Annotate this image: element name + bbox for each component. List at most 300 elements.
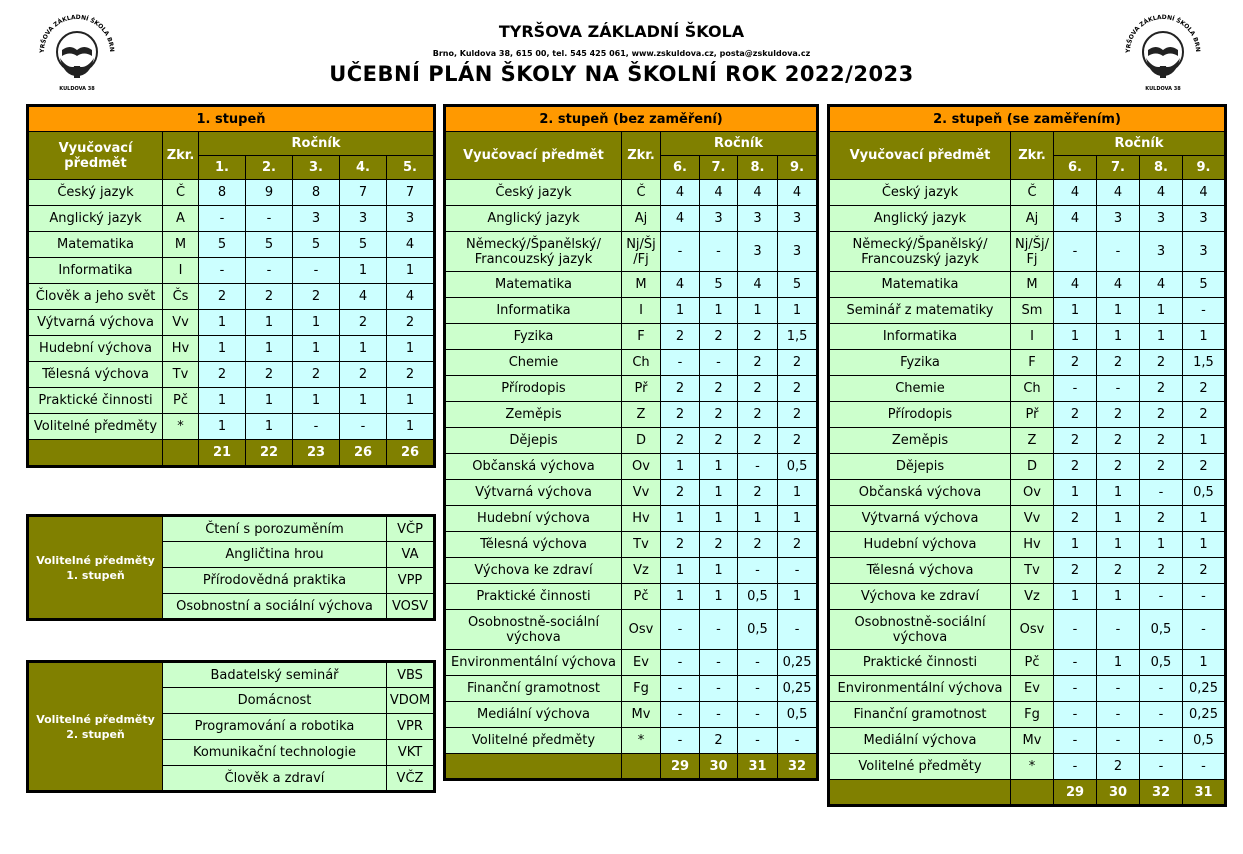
value-cell: 2 bbox=[738, 480, 778, 506]
value-cell: 1 bbox=[293, 310, 340, 336]
value-cell: 3 bbox=[1140, 232, 1183, 272]
value-cell: 1 bbox=[1097, 324, 1140, 350]
table-row bbox=[829, 532, 1226, 558]
value-cell: 5 bbox=[293, 232, 340, 258]
total-cell: 29 bbox=[1054, 780, 1097, 806]
abbr-cell: Osv bbox=[1011, 610, 1054, 650]
value-cell: - bbox=[738, 676, 778, 702]
value-cell: 2 bbox=[661, 532, 700, 558]
grade-label: 1. bbox=[199, 156, 246, 180]
subject-cell: Volitelné předměty bbox=[829, 754, 1011, 780]
table-row bbox=[445, 702, 818, 728]
subject-cell: Fyzika bbox=[829, 350, 1011, 376]
elective-code: VPR bbox=[387, 714, 435, 740]
value-cell: - bbox=[700, 702, 738, 728]
electives-label: Volitelné předměty 2. stupeň bbox=[28, 662, 163, 792]
grade-label: 3. bbox=[293, 156, 340, 180]
value-cell: 1 bbox=[387, 258, 435, 284]
value-cell: 2 bbox=[738, 402, 778, 428]
plan-table-stage-2-general bbox=[443, 104, 819, 781]
value-cell: 1 bbox=[1183, 506, 1226, 532]
school-address: Brno, Kuldova 38, 615 00, tel. 545 425 061, www.zskuldova.cz, posta@zskuldova.cz bbox=[432, 49, 811, 58]
total-cell: 32 bbox=[778, 754, 818, 780]
abbr-cell: Vv bbox=[163, 310, 199, 336]
table-row bbox=[829, 506, 1226, 532]
abbr-cell: Př bbox=[622, 376, 661, 402]
table-row bbox=[445, 558, 818, 584]
value-cell: 2 bbox=[1140, 402, 1183, 428]
value-cell: - bbox=[700, 350, 738, 376]
abbr-cell: Ch bbox=[622, 350, 661, 376]
value-cell: 1 bbox=[246, 336, 293, 362]
table-row bbox=[445, 428, 818, 454]
abbr-header: Zkr. bbox=[163, 132, 199, 180]
elective-name: Angličtina hrou bbox=[163, 542, 387, 568]
value-cell: 1 bbox=[340, 336, 387, 362]
value-cell: 2 bbox=[1054, 350, 1097, 376]
logo-caption-right: KULDOVA 38 bbox=[1145, 86, 1181, 92]
elective-name: Čtení s porozuměním bbox=[163, 516, 387, 542]
value-cell: 2 bbox=[246, 362, 293, 388]
value-cell: 1 bbox=[738, 506, 778, 532]
value-cell: 7 bbox=[387, 180, 435, 206]
table-row bbox=[445, 480, 818, 506]
abbr-cell: Vv bbox=[622, 480, 661, 506]
value-cell: 2 bbox=[1183, 376, 1226, 402]
table-title: 2. stupeň (bez zaměření) bbox=[445, 106, 818, 132]
value-cell: 2 bbox=[700, 324, 738, 350]
value-cell: - bbox=[1054, 676, 1097, 702]
value-cell: 1 bbox=[1140, 532, 1183, 558]
subject-cell: Český jazyk bbox=[28, 180, 163, 206]
value-cell: - bbox=[1054, 610, 1097, 650]
abbr-cell: Sm bbox=[1011, 298, 1054, 324]
grade-label: 2. bbox=[246, 156, 293, 180]
table-row bbox=[445, 298, 818, 324]
table-row bbox=[28, 362, 435, 388]
abbr-cell: Hv bbox=[1011, 532, 1054, 558]
table-row bbox=[445, 454, 818, 480]
subject-cell: Environmentální výchova bbox=[829, 676, 1011, 702]
table-row bbox=[445, 584, 818, 610]
total-abbr-cell bbox=[163, 440, 199, 467]
table-row bbox=[445, 650, 818, 676]
table-row bbox=[829, 232, 1226, 272]
value-cell: 1 bbox=[246, 310, 293, 336]
value-cell: - bbox=[293, 258, 340, 284]
total-cell: 21 bbox=[199, 440, 246, 467]
value-cell: - bbox=[1097, 376, 1140, 402]
value-cell: - bbox=[340, 414, 387, 440]
value-cell: 4 bbox=[387, 232, 435, 258]
value-cell: - bbox=[293, 414, 340, 440]
value-cell: - bbox=[1140, 754, 1183, 780]
value-cell: 1 bbox=[661, 584, 700, 610]
value-cell: 0,25 bbox=[1183, 676, 1226, 702]
table-row bbox=[445, 180, 818, 206]
table-row bbox=[829, 180, 1226, 206]
elective-name: Domácnost bbox=[163, 688, 387, 714]
value-cell: 3 bbox=[778, 232, 818, 272]
subject-cell: Hudební výchova bbox=[28, 336, 163, 362]
subject-cell: Matematika bbox=[445, 272, 622, 298]
total-cell: 31 bbox=[1183, 780, 1226, 806]
value-cell: 7 bbox=[340, 180, 387, 206]
value-cell: - bbox=[1140, 676, 1183, 702]
school-logo-icon bbox=[1118, 10, 1208, 96]
value-cell: 5 bbox=[340, 232, 387, 258]
value-cell: - bbox=[1097, 702, 1140, 728]
table-row bbox=[829, 402, 1226, 428]
value-cell: 1 bbox=[1140, 324, 1183, 350]
table-body bbox=[445, 180, 818, 754]
value-cell: 5 bbox=[778, 272, 818, 298]
value-cell: - bbox=[1054, 702, 1097, 728]
table-row bbox=[829, 428, 1226, 454]
value-cell: 1 bbox=[293, 336, 340, 362]
value-cell: 5 bbox=[199, 232, 246, 258]
value-cell: - bbox=[738, 454, 778, 480]
abbr-cell: Ov bbox=[1011, 480, 1054, 506]
svg-text:TYRŠOVA ZÁKLADNÍ ŠKOLA BRNO: YRŠOVA ZÁKLADNÍ ŠKOLA BRN bbox=[38, 13, 116, 54]
abbr-cell: Tv bbox=[1011, 558, 1054, 584]
abbr-cell: Ch bbox=[1011, 376, 1054, 402]
value-cell: 2 bbox=[1054, 454, 1097, 480]
value-cell: - bbox=[1097, 232, 1140, 272]
value-cell: 8 bbox=[199, 180, 246, 206]
value-cell: 4 bbox=[738, 180, 778, 206]
table-body bbox=[28, 180, 435, 440]
value-cell: 4 bbox=[1140, 180, 1183, 206]
abbr-cell: Ev bbox=[622, 650, 661, 676]
subject-cell: Občanská výchova bbox=[829, 480, 1011, 506]
value-cell: 2 bbox=[1054, 402, 1097, 428]
abbr-cell: * bbox=[622, 728, 661, 754]
value-cell: 2 bbox=[661, 480, 700, 506]
abbr-cell: * bbox=[163, 414, 199, 440]
value-cell: 0,5 bbox=[738, 610, 778, 650]
value-cell: - bbox=[1183, 584, 1226, 610]
value-cell: 3 bbox=[1183, 232, 1226, 272]
total-cell: 31 bbox=[738, 754, 778, 780]
elective-code: VKT bbox=[387, 740, 435, 766]
grade-label: 9. bbox=[778, 156, 818, 180]
table-title: 2. stupeň (se zaměřením) bbox=[829, 106, 1226, 132]
elective-row bbox=[28, 516, 435, 542]
subject-cell: Člověk a jeho svět bbox=[28, 284, 163, 310]
value-cell: 2 bbox=[340, 310, 387, 336]
abbr-cell: Ev bbox=[1011, 676, 1054, 702]
value-cell: 2 bbox=[246, 284, 293, 310]
value-cell: 2 bbox=[700, 402, 738, 428]
value-cell: 1 bbox=[778, 584, 818, 610]
total-cell: 23 bbox=[293, 440, 340, 467]
total-label-cell bbox=[445, 754, 622, 780]
abbr-cell: Pč bbox=[163, 388, 199, 414]
table-body bbox=[829, 180, 1226, 780]
abbr-cell: Nj/Šj /Fj bbox=[622, 232, 661, 272]
value-cell: 8 bbox=[293, 180, 340, 206]
subject-cell: Finanční gramotnost bbox=[829, 702, 1011, 728]
subject-cell: Informatika bbox=[829, 324, 1011, 350]
subject-cell: Praktické činnosti bbox=[829, 650, 1011, 676]
value-cell: 0,5 bbox=[1183, 728, 1226, 754]
value-cell: 2 bbox=[778, 428, 818, 454]
value-cell: 2 bbox=[738, 428, 778, 454]
value-cell: 2 bbox=[340, 362, 387, 388]
abbr-cell: Hv bbox=[163, 336, 199, 362]
value-cell: 2 bbox=[778, 532, 818, 558]
value-cell: 3 bbox=[340, 206, 387, 232]
table-row bbox=[445, 324, 818, 350]
value-cell: - bbox=[199, 206, 246, 232]
value-cell: - bbox=[661, 728, 700, 754]
value-cell: 2 bbox=[1097, 428, 1140, 454]
value-cell: 1 bbox=[199, 414, 246, 440]
abbr-cell: Tv bbox=[163, 362, 199, 388]
total-abbr-cell bbox=[1011, 780, 1054, 806]
value-cell: 1 bbox=[1054, 324, 1097, 350]
value-cell: - bbox=[700, 650, 738, 676]
subject-cell: Německý/Španělský/ Francouzský jazyk bbox=[445, 232, 622, 272]
value-cell: 1 bbox=[387, 388, 435, 414]
abbr-cell: A bbox=[163, 206, 199, 232]
plan-table-stage-1 bbox=[26, 104, 436, 468]
abbr-cell: Mv bbox=[1011, 728, 1054, 754]
abbr-cell: I bbox=[1011, 324, 1054, 350]
subject-cell: Matematika bbox=[28, 232, 163, 258]
value-cell: - bbox=[778, 728, 818, 754]
value-cell: 1 bbox=[1097, 584, 1140, 610]
table-row bbox=[28, 284, 435, 310]
abbr-cell: Mv bbox=[622, 702, 661, 728]
grade-label: 8. bbox=[738, 156, 778, 180]
abbr-cell: Nj/Šj/ Fj bbox=[1011, 232, 1054, 272]
value-cell: 1 bbox=[1054, 584, 1097, 610]
subject-cell: Volitelné předměty bbox=[28, 414, 163, 440]
value-cell: 1 bbox=[1097, 506, 1140, 532]
table-row bbox=[445, 376, 818, 402]
value-cell: 0,5 bbox=[1183, 480, 1226, 506]
value-cell: - bbox=[1140, 480, 1183, 506]
value-cell: - bbox=[1054, 650, 1097, 676]
value-cell: 2 bbox=[700, 532, 738, 558]
table-row bbox=[829, 324, 1226, 350]
abbr-cell: I bbox=[163, 258, 199, 284]
abbr-cell: M bbox=[622, 272, 661, 298]
grade-label: 6. bbox=[1054, 156, 1097, 180]
value-cell: 1,5 bbox=[1183, 350, 1226, 376]
abbr-cell: Z bbox=[622, 402, 661, 428]
value-cell: - bbox=[1097, 676, 1140, 702]
abbr-cell: D bbox=[622, 428, 661, 454]
value-cell: 2 bbox=[387, 362, 435, 388]
abbr-cell: Pč bbox=[622, 584, 661, 610]
school-name: TYRŠOVA ZÁKLADNÍ ŠKOLA bbox=[498, 22, 745, 41]
value-cell: 2 bbox=[778, 402, 818, 428]
table-row bbox=[829, 650, 1226, 676]
abbr-cell: Fg bbox=[1011, 702, 1054, 728]
value-cell: 2 bbox=[1140, 376, 1183, 402]
subject-cell: Dějepis bbox=[445, 428, 622, 454]
table-row bbox=[445, 402, 818, 428]
subject-cell: Matematika bbox=[829, 272, 1011, 298]
value-cell: 2 bbox=[293, 284, 340, 310]
abbr-cell: F bbox=[622, 324, 661, 350]
value-cell: 2 bbox=[1097, 402, 1140, 428]
electives-stage-2 bbox=[26, 660, 436, 793]
value-cell: 2 bbox=[1140, 350, 1183, 376]
subject-cell: Chemie bbox=[829, 376, 1011, 402]
subject-cell: Zeměpis bbox=[829, 428, 1011, 454]
value-cell: 4 bbox=[661, 272, 700, 298]
value-cell: 1 bbox=[700, 298, 738, 324]
value-cell: 2 bbox=[738, 324, 778, 350]
subject-cell: Mediální výchova bbox=[445, 702, 622, 728]
value-cell: 1 bbox=[340, 258, 387, 284]
value-cell: 4 bbox=[1054, 206, 1097, 232]
value-cell: 5 bbox=[246, 232, 293, 258]
value-cell: 1 bbox=[246, 388, 293, 414]
subject-cell: Osobnostně-sociální výchova bbox=[445, 610, 622, 650]
elective-row bbox=[28, 662, 435, 688]
value-cell: 4 bbox=[1054, 272, 1097, 298]
abbr-cell: Vv bbox=[1011, 506, 1054, 532]
abbr-cell: Č bbox=[622, 180, 661, 206]
value-cell: 4 bbox=[1097, 272, 1140, 298]
abbr-cell: Osv bbox=[622, 610, 661, 650]
value-cell: 4 bbox=[738, 272, 778, 298]
total-cell: 22 bbox=[246, 440, 293, 467]
subject-cell: Výtvarná výchova bbox=[445, 480, 622, 506]
svg-text:TYRŠOVA ZÁKLADNÍ ŠKOLA BRNO: YRŠOVA ZÁKLADNÍ ŠKOLA BRN bbox=[1124, 13, 1202, 54]
subject-cell: Seminář z matematiky bbox=[829, 298, 1011, 324]
table-row bbox=[445, 728, 818, 754]
value-cell: 2 bbox=[1097, 558, 1140, 584]
value-cell: 1 bbox=[1054, 298, 1097, 324]
subject-cell: Mediální výchova bbox=[829, 728, 1011, 754]
subject-header: Vyučovací předmět bbox=[28, 132, 163, 180]
plan-table-stage-2-focused bbox=[827, 104, 1227, 807]
elective-name: Osobnostní a sociální výchova bbox=[163, 594, 387, 620]
subject-cell: Dějepis bbox=[829, 454, 1011, 480]
subject-cell: Environmentální výchova bbox=[445, 650, 622, 676]
value-cell: 3 bbox=[738, 206, 778, 232]
abbr-cell: Fg bbox=[622, 676, 661, 702]
subject-cell: Tělesná výchova bbox=[445, 532, 622, 558]
value-cell: 2 bbox=[738, 350, 778, 376]
abbr-cell: Tv bbox=[622, 532, 661, 558]
value-cell: 4 bbox=[1183, 180, 1226, 206]
value-cell: 1 bbox=[387, 414, 435, 440]
grade-label: 7. bbox=[700, 156, 738, 180]
table-row bbox=[28, 336, 435, 362]
table-row bbox=[829, 676, 1226, 702]
value-cell: 1 bbox=[387, 336, 435, 362]
table-row bbox=[28, 388, 435, 414]
electives-body bbox=[28, 516, 435, 620]
table-row bbox=[445, 676, 818, 702]
value-cell: 4 bbox=[387, 284, 435, 310]
value-cell: 4 bbox=[700, 180, 738, 206]
elective-code: VČZ bbox=[387, 766, 435, 792]
value-cell: 1 bbox=[199, 310, 246, 336]
value-cell: 0,5 bbox=[738, 584, 778, 610]
subject-header: Vyučovací předmět bbox=[829, 132, 1011, 180]
value-cell: 1,5 bbox=[778, 324, 818, 350]
value-cell: 2 bbox=[1140, 428, 1183, 454]
value-cell: 2 bbox=[199, 284, 246, 310]
value-cell: 2 bbox=[1140, 454, 1183, 480]
subject-cell: Anglický jazyk bbox=[829, 206, 1011, 232]
value-cell: - bbox=[661, 702, 700, 728]
value-cell: - bbox=[1054, 728, 1097, 754]
table-row bbox=[829, 272, 1226, 298]
subject-header: Vyučovací předmět bbox=[445, 132, 622, 180]
subject-cell: Tělesná výchova bbox=[829, 558, 1011, 584]
total-cell: 26 bbox=[340, 440, 387, 467]
subject-cell: Informatika bbox=[28, 258, 163, 284]
grade-header: Ročník bbox=[661, 132, 818, 156]
value-cell: 2 bbox=[387, 310, 435, 336]
grade-label: 4. bbox=[340, 156, 387, 180]
value-cell: 2 bbox=[661, 376, 700, 402]
value-cell: 1 bbox=[1097, 650, 1140, 676]
elective-code: VPP bbox=[387, 568, 435, 594]
value-cell: - bbox=[1097, 728, 1140, 754]
table-row bbox=[829, 610, 1226, 650]
value-cell: - bbox=[738, 702, 778, 728]
value-cell: 2 bbox=[661, 428, 700, 454]
value-cell: 1 bbox=[778, 298, 818, 324]
value-cell: 1 bbox=[778, 506, 818, 532]
subject-cell: Český jazyk bbox=[829, 180, 1011, 206]
subject-cell: Tělesná výchova bbox=[28, 362, 163, 388]
table-row bbox=[445, 532, 818, 558]
elective-name: Přírodovědná praktika bbox=[163, 568, 387, 594]
value-cell: 3 bbox=[293, 206, 340, 232]
value-cell: 2 bbox=[738, 532, 778, 558]
abbr-cell: I bbox=[622, 298, 661, 324]
value-cell: 3 bbox=[778, 206, 818, 232]
value-cell: 1 bbox=[700, 454, 738, 480]
subject-cell: Výtvarná výchova bbox=[829, 506, 1011, 532]
value-cell: 2 bbox=[778, 376, 818, 402]
abbr-cell: M bbox=[163, 232, 199, 258]
value-cell: 1 bbox=[661, 454, 700, 480]
table-row bbox=[445, 506, 818, 532]
value-cell: 1 bbox=[1183, 428, 1226, 454]
table-row bbox=[28, 180, 435, 206]
value-cell: 1 bbox=[1140, 298, 1183, 324]
value-cell: 2 bbox=[700, 428, 738, 454]
value-cell: 0,5 bbox=[778, 454, 818, 480]
total-cell: 29 bbox=[661, 754, 700, 780]
elective-code: VDOM bbox=[387, 688, 435, 714]
abbr-cell: * bbox=[1011, 754, 1054, 780]
value-cell: 1 bbox=[1054, 532, 1097, 558]
value-cell: 2 bbox=[1097, 350, 1140, 376]
table-row bbox=[445, 206, 818, 232]
value-cell: 1 bbox=[1054, 480, 1097, 506]
grade-label: 8. bbox=[1140, 156, 1183, 180]
grade-label: 7. bbox=[1097, 156, 1140, 180]
table-row bbox=[28, 258, 435, 284]
value-cell: - bbox=[738, 650, 778, 676]
subject-cell: Praktické činnosti bbox=[28, 388, 163, 414]
abbr-cell: Př bbox=[1011, 402, 1054, 428]
value-cell: 1 bbox=[1097, 298, 1140, 324]
